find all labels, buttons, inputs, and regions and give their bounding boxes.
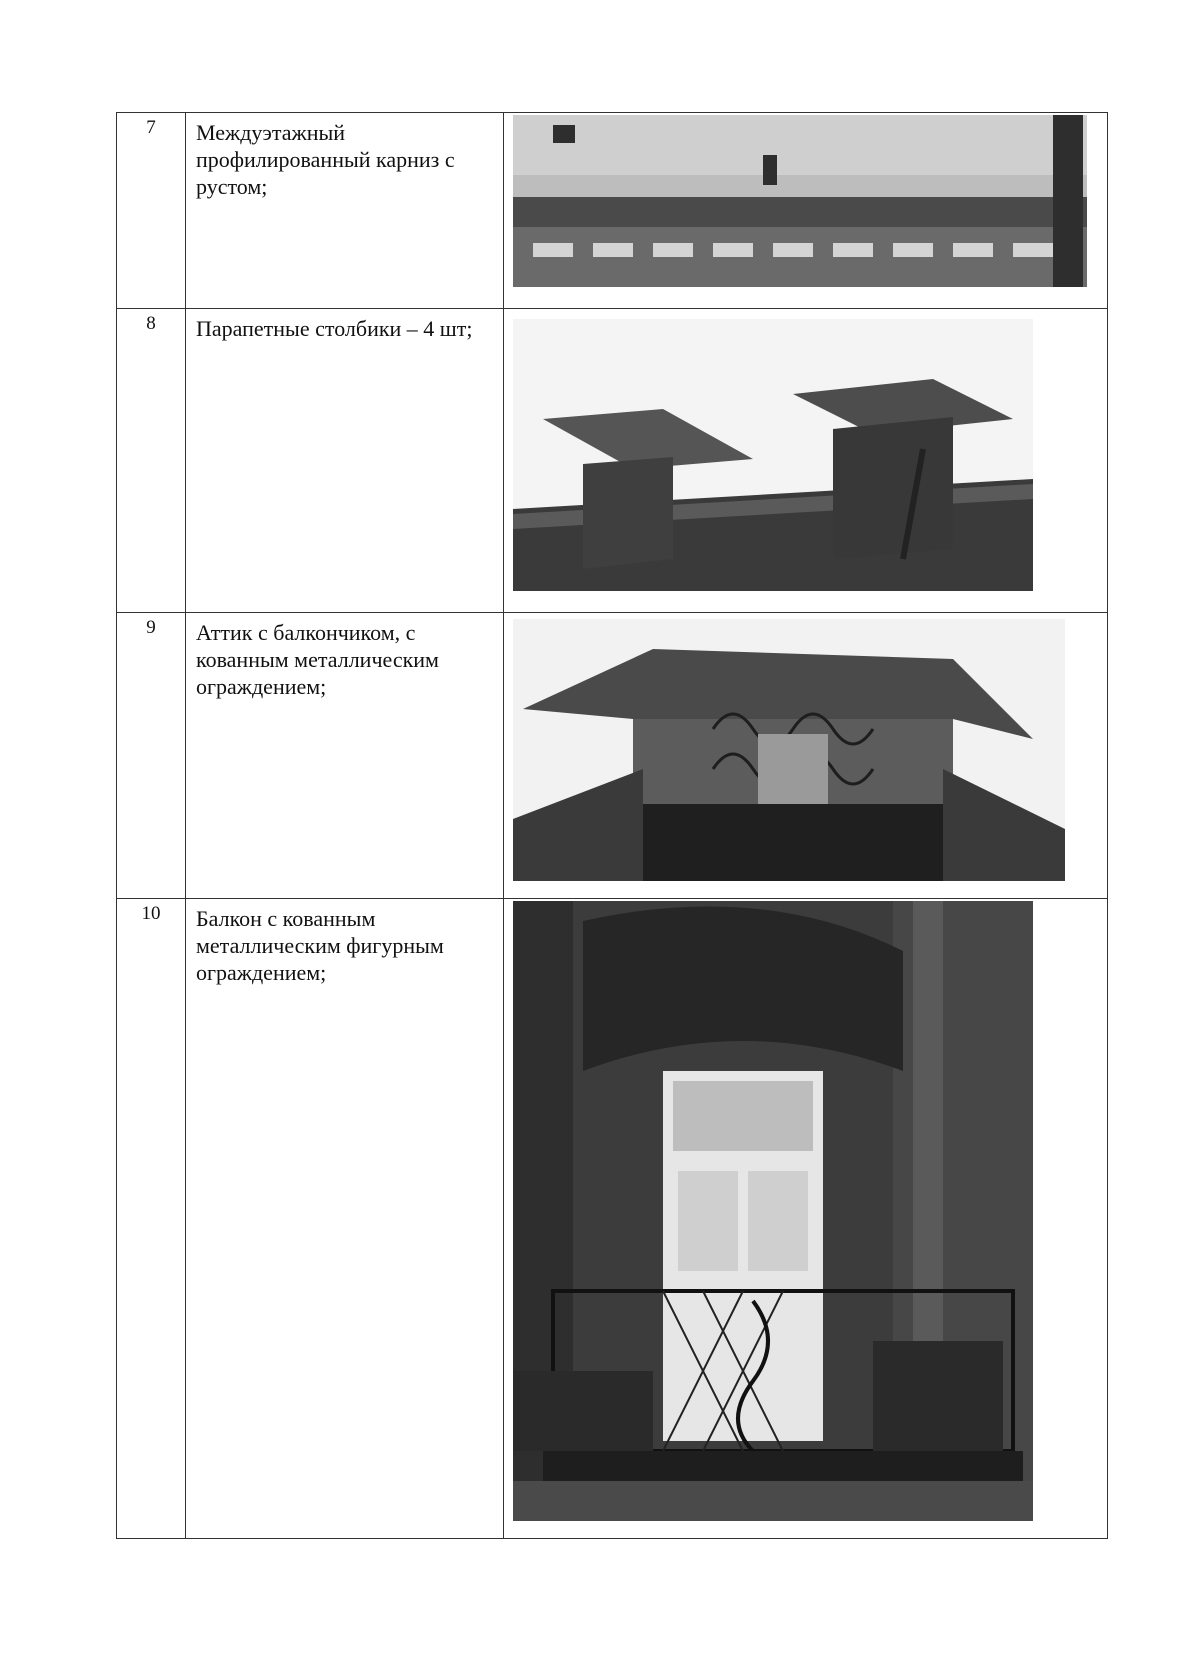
row-description: Междуэтажный профилированный карниз с рустом; [186, 113, 504, 309]
parapet-posts-photo [504, 309, 1108, 613]
row-description: Балкон с кованным металлическим фигурным ограждением; [186, 899, 504, 1539]
elements-table [116, 112, 1108, 1539]
attic-balcony-photo-icon [513, 619, 1065, 881]
row-number: 10 [117, 899, 186, 1539]
attic-balcony-photo [504, 613, 1108, 899]
table-row [117, 899, 1108, 1539]
table-row [117, 309, 1108, 613]
row-number: 7 [117, 113, 186, 309]
row-description: Парапетные столбики – 4 шт; [186, 309, 504, 613]
cornice-photo [504, 113, 1108, 309]
row-description: Аттик с балкончиком, с кованным металлическим ограждением; [186, 613, 504, 899]
table-row [117, 613, 1108, 899]
table-row [117, 113, 1108, 309]
cornice-photo-icon [513, 115, 1087, 287]
row-number: 9 [117, 613, 186, 899]
balcony-photo [504, 899, 1108, 1539]
row-number: 8 [117, 309, 186, 613]
parapet-posts-photo-icon [513, 319, 1033, 591]
balcony-photo-icon [513, 901, 1033, 1521]
